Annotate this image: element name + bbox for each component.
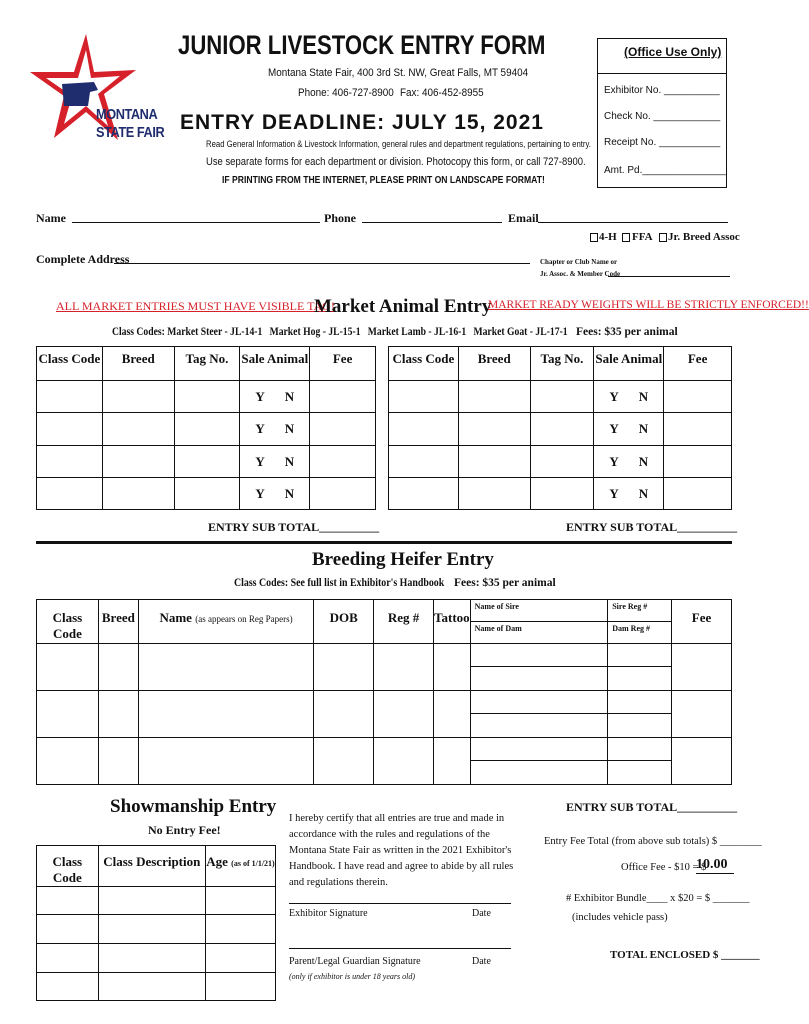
checkbox-jr-breed[interactable]	[659, 233, 667, 242]
market-cell[interactable]	[664, 381, 732, 413]
col-name-label: Name	[159, 610, 192, 625]
chapter-label-1: Chapter or Club Name or	[540, 258, 618, 266]
heifer-sire-reg-cell[interactable]	[608, 691, 672, 714]
market-cell[interactable]	[37, 381, 103, 413]
heifer-dam-cell[interactable]	[470, 667, 608, 691]
showmanship-cell[interactable]	[37, 973, 99, 1001]
showmanship-cell[interactable]	[37, 944, 99, 973]
col-class-code: Class Code	[389, 347, 459, 381]
receipt-no-field[interactable]: Receipt No. ___________	[604, 137, 721, 148]
market-cell[interactable]	[174, 478, 240, 510]
showmanship-cell[interactable]	[98, 973, 205, 1001]
heifer-cell[interactable]	[434, 691, 471, 738]
market-cell[interactable]	[102, 478, 174, 510]
market-cell[interactable]	[458, 446, 530, 478]
market-cell[interactable]	[102, 413, 174, 446]
market-cell[interactable]	[530, 381, 594, 413]
showmanship-cell[interactable]	[206, 973, 276, 1001]
sale-animal-cell[interactable]	[594, 478, 664, 510]
heifer-cell[interactable]	[98, 738, 138, 785]
market-entry-table-right	[388, 346, 732, 510]
logo-text-line2: STATE FAIR	[96, 124, 165, 141]
market-subtotal-left: ENTRY SUB TOTAL__________	[208, 520, 380, 534]
office-fee-label: Office Fee - $10 = $	[621, 862, 707, 873]
market-cell[interactable]	[174, 381, 240, 413]
market-cell[interactable]	[389, 446, 459, 478]
heifer-cell[interactable]	[37, 644, 99, 691]
fair-fax: Fax: 406-452-8955	[400, 87, 484, 99]
no-option[interactable]: N	[284, 421, 295, 436]
name-label: Name	[36, 211, 66, 225]
exhibitor-bundle[interactable]: # Exhibitor Bundle____ x $20 = $ _______	[566, 893, 750, 904]
label-ffa: FFA	[632, 231, 653, 243]
col-fee: Fee	[672, 600, 732, 644]
col-age-note: (as of 1/1/21)	[231, 859, 275, 868]
sale-animal-cell[interactable]	[240, 478, 310, 510]
col-age-label: Age	[206, 854, 228, 869]
sale-animal-cell[interactable]	[240, 413, 310, 446]
no-option[interactable]: N	[284, 453, 295, 469]
heifer-cell[interactable]	[98, 691, 138, 738]
heifer-cell[interactable]	[434, 738, 471, 785]
heifer-dam-reg-cell[interactable]	[608, 761, 672, 785]
col-dob: DOB	[314, 600, 374, 644]
checkbox-4h[interactable]	[590, 233, 598, 242]
col-sire: Name of Sire	[470, 600, 608, 622]
heifer-cell[interactable]	[672, 644, 732, 691]
heifer-dam-cell[interactable]	[470, 714, 608, 738]
market-cell[interactable]	[664, 446, 732, 478]
market-cell[interactable]	[310, 446, 376, 478]
office-use-box	[597, 38, 727, 188]
amt-pd-field[interactable]: Amt. Pd._______________	[604, 165, 726, 176]
yes-option[interactable]: Y	[255, 485, 265, 501]
market-cell[interactable]	[310, 413, 376, 446]
market-cell[interactable]	[310, 381, 376, 413]
col-sale-animal: Sale Animal	[240, 347, 310, 381]
sale-animal-cell[interactable]	[240, 381, 310, 413]
col-fee: Fee	[310, 347, 376, 381]
yes-option[interactable]: Y	[609, 453, 619, 469]
market-cell[interactable]	[664, 478, 732, 510]
parent-signature-line[interactable]	[289, 948, 511, 949]
no-option[interactable]: N	[284, 485, 295, 501]
address-label: Complete Address	[36, 252, 130, 266]
separate-forms-text: Use separate forms for each department or division. Photocopy this form, or call 727-8900.	[206, 156, 586, 168]
yes-option[interactable]: Y	[609, 485, 619, 501]
read-info-text: Read General Information & Livestock Information, general rules and department regulations, pertaining to entry.	[206, 139, 591, 149]
col-tag-no: Tag No.	[530, 347, 594, 381]
col-sire-reg: Sire Reg #	[608, 600, 672, 622]
heifer-dam-cell[interactable]	[470, 761, 608, 785]
heifer-class-codes: Class Codes: See full list in Exhibitor's Handbook	[234, 577, 445, 589]
heifer-dam-reg-cell[interactable]	[608, 667, 672, 691]
heifer-cell[interactable]	[314, 644, 374, 691]
heifer-cell[interactable]	[672, 691, 732, 738]
exhibitor-signature-label: Exhibitor Signature	[289, 908, 368, 919]
market-cell[interactable]	[102, 446, 174, 478]
col-breed: Breed	[98, 600, 138, 644]
heifer-title: Breeding Heifer Entry	[312, 549, 494, 570]
col-reg: Reg #	[374, 600, 434, 644]
showmanship-cell[interactable]	[98, 887, 205, 915]
market-cell[interactable]	[37, 478, 103, 510]
email-label: Email	[508, 211, 539, 225]
showmanship-cell[interactable]	[37, 915, 99, 944]
market-class-codes: Class Codes: Market Steer - JL-14-1 Market Hog - JL-15-1 Market Lamb - JL-16-1 Market Goat - JL-17-1	[112, 326, 568, 338]
yes-option[interactable]: Y	[255, 388, 265, 404]
visible-tag-warning: ALL MARKET ENTRIES MUST HAVE VISIBLE TAG!	[56, 299, 335, 313]
col-tattoo: Tattoo	[434, 600, 471, 644]
market-cell[interactable]	[310, 478, 376, 510]
exhibitor-date-label: Date	[472, 908, 491, 919]
logo-text-line1: MONTANA	[96, 106, 158, 123]
heifer-cell[interactable]	[314, 691, 374, 738]
col-dam: Name of Dam	[470, 622, 608, 644]
sale-animal-cell[interactable]	[594, 381, 664, 413]
col-class-description: Class Description	[98, 846, 205, 887]
parent-signature-note: (only if exhibitor is under 18 years old)	[289, 972, 415, 981]
col-age	[206, 846, 276, 887]
heifer-sire-cell[interactable]	[470, 738, 608, 761]
col-fee: Fee	[664, 347, 732, 381]
montana-state-fair-logo	[24, 32, 165, 152]
heifer-cell[interactable]	[374, 691, 434, 738]
showmanship-cell[interactable]	[206, 915, 276, 944]
market-cell[interactable]	[389, 413, 459, 446]
col-sale-animal: Sale Animal	[594, 347, 664, 381]
heifer-cell[interactable]	[138, 691, 313, 738]
no-option[interactable]: N	[638, 453, 649, 469]
heifer-cell[interactable]	[138, 738, 313, 785]
market-cell[interactable]	[389, 478, 459, 510]
market-cell[interactable]	[664, 413, 732, 446]
phone-input[interactable]	[362, 222, 502, 223]
entry-deadline: ENTRY DEADLINE: JULY 15, 2021	[180, 111, 544, 134]
market-cell[interactable]	[37, 446, 103, 478]
market-cell[interactable]	[102, 381, 174, 413]
market-cell[interactable]	[458, 413, 530, 446]
sale-animal-cell[interactable]	[594, 446, 664, 478]
office-use-title: (Office Use Only)	[624, 45, 722, 59]
heifer-cell[interactable]	[37, 691, 99, 738]
check-no-field[interactable]: Check No. ____________	[604, 111, 721, 122]
heifer-cell[interactable]	[434, 644, 471, 691]
no-option[interactable]: N	[284, 388, 295, 404]
heifer-subtotal: ENTRY SUB TOTAL__________	[566, 800, 738, 814]
col-dam-reg: Dam Reg #	[608, 622, 672, 644]
phone-label: Phone	[324, 211, 357, 225]
heifer-cell[interactable]	[374, 738, 434, 785]
market-subtotal-right: ENTRY SUB TOTAL__________	[566, 520, 738, 534]
col-tag-no: Tag No.	[174, 347, 240, 381]
showmanship-cell[interactable]	[37, 887, 99, 915]
col-breed: Breed	[458, 347, 530, 381]
yes-option[interactable]: Y	[255, 421, 265, 436]
heifer-sire-reg-cell[interactable]	[608, 738, 672, 761]
showmanship-cell[interactable]	[206, 944, 276, 973]
email-input[interactable]	[538, 222, 728, 223]
heifer-dam-reg-cell[interactable]	[608, 714, 672, 738]
market-cell[interactable]	[174, 413, 240, 446]
market-cell[interactable]	[389, 381, 459, 413]
market-fees: Fees: $35 per animal	[576, 326, 678, 338]
showmanship-table	[36, 845, 276, 1001]
no-option[interactable]: N	[638, 388, 649, 404]
label-4h: 4-H	[599, 231, 617, 243]
heifer-cell[interactable]	[314, 738, 374, 785]
heifer-cell[interactable]	[98, 644, 138, 691]
office-fee-value: 10.00	[696, 857, 734, 874]
market-title: Market Animal Entry	[314, 296, 492, 317]
certification-text: I hereby certify that all entries are true and made in accordance with the rules and regulations of the Montana State Fair as written in the 2021 Exhibitor's Handbook. I have read and agree to abide by all rules and regulations therein.	[289, 813, 514, 888]
chapter-label-2: Jr. Assoc. & Member Code	[540, 270, 621, 278]
section-divider	[36, 541, 732, 544]
weights-warning: MARKET READY WEIGHTS WILL BE STRICTLY ENFORCED!!	[488, 299, 809, 311]
address-input[interactable]	[114, 263, 530, 264]
market-cell[interactable]	[530, 478, 594, 510]
sale-animal-cell[interactable]	[240, 446, 310, 478]
yes-option[interactable]: Y	[255, 453, 265, 469]
showmanship-cell[interactable]	[98, 944, 205, 973]
checkbox-ffa[interactable]	[622, 233, 630, 242]
label-jr-breed: Jr. Breed Assoc	[668, 231, 740, 243]
heifer-sire-reg-cell[interactable]	[608, 644, 672, 667]
total-enclosed[interactable]: TOTAL ENCLOSED $ _______	[610, 949, 760, 961]
parent-date-label: Date	[472, 956, 491, 967]
fair-address: Montana State Fair, 400 3rd St. NW, Great Falls, MT 59404	[268, 67, 529, 79]
col-name	[138, 600, 313, 644]
name-input[interactable]	[72, 222, 320, 223]
market-cell[interactable]	[37, 413, 103, 446]
yes-option[interactable]: Y	[609, 421, 619, 436]
no-option[interactable]: N	[638, 421, 649, 436]
showmanship-title: Showmanship Entry	[110, 796, 277, 817]
heifer-cell[interactable]	[138, 644, 313, 691]
heifer-entry-table	[36, 599, 732, 785]
entry-fee-total[interactable]: Entry Fee Total (from above sub totals) $ ________	[544, 836, 762, 847]
heifer-cell[interactable]	[374, 644, 434, 691]
fair-phone: Phone: 406-727-8900	[298, 87, 394, 99]
landscape-notice: IF PRINTING FROM THE INTERNET, PLEASE PRINT ON LANDSCAPE FORMAT!	[222, 175, 545, 186]
col-name-note: (as appears on Reg Papers)	[195, 614, 293, 624]
exhibitor-signature-line[interactable]	[289, 903, 511, 904]
heifer-sire-cell[interactable]	[470, 644, 608, 667]
showmanship-cell[interactable]	[206, 887, 276, 915]
market-cell[interactable]	[458, 381, 530, 413]
heifer-cell[interactable]	[37, 738, 99, 785]
market-cell[interactable]	[530, 446, 594, 478]
no-entry-fee: No Entry Fee!	[148, 823, 221, 837]
col-class-code: Class Code	[37, 600, 99, 644]
heifer-sire-cell[interactable]	[470, 691, 608, 714]
market-entry-table-left	[36, 346, 376, 510]
exhibitor-no-field[interactable]: Exhibitor No. __________	[604, 85, 720, 96]
market-cell[interactable]	[458, 478, 530, 510]
heifer-cell[interactable]	[672, 738, 732, 785]
sale-animal-cell[interactable]	[594, 413, 664, 446]
market-cell[interactable]	[174, 446, 240, 478]
col-breed: Breed	[102, 347, 174, 381]
col-class-code: Class Code	[37, 846, 99, 887]
col-class-code: Class Code	[37, 347, 103, 381]
chapter-input[interactable]	[608, 276, 730, 277]
market-cell[interactable]	[530, 413, 594, 446]
showmanship-cell[interactable]	[98, 915, 205, 944]
parent-signature-label: Parent/Legal Guardian Signature	[289, 956, 421, 967]
yes-option[interactable]: Y	[609, 388, 619, 404]
heifer-fees: Fees: $35 per animal	[454, 577, 556, 589]
no-option[interactable]: N	[638, 485, 649, 501]
vehicle-pass-note: (includes vehicle pass)	[572, 912, 668, 923]
form-title: JUNIOR LIVESTOCK ENTRY FORM	[178, 30, 546, 60]
